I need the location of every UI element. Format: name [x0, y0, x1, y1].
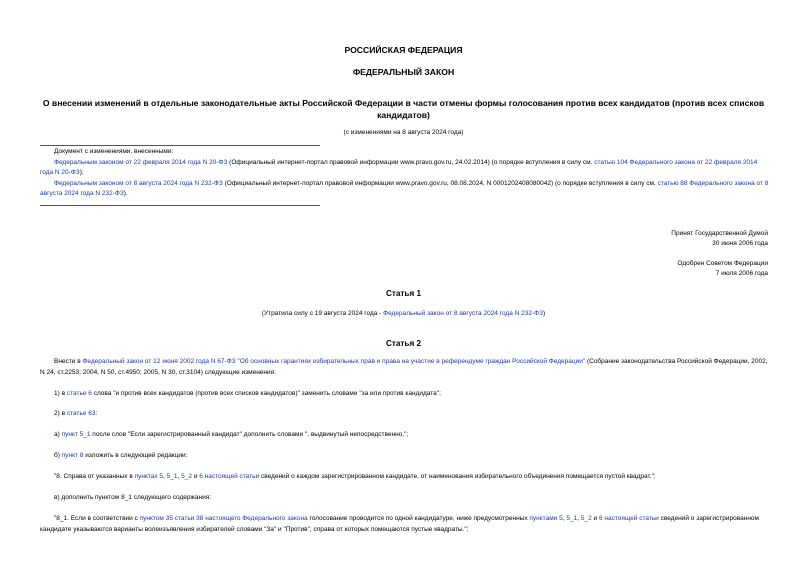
changes-block — [40, 147, 770, 200]
bottom-divider — [40, 205, 320, 206]
duma-line-1: Принят Государственной Думой — [671, 230, 768, 237]
q81-post: сведений о зарегистрированном кандидате указываются варианты волеизъявления избирателей словами "За" и "Против", справа от которых помещаются пустые квадраты."; — [40, 515, 760, 533]
item-2-pre: 2) в — [54, 410, 67, 417]
item-2 — [40, 409, 770, 420]
quote-clause-8 — [40, 472, 770, 483]
duma-line-2: 30 июня 2006 года — [712, 240, 768, 247]
intro-post: (Собрание законодательства Российской Федерации, 2002, N 24, ст.2253; 2004, N 50, ст.4950; 2005, N 30, ст.3104) следующие изменения: — [40, 358, 768, 376]
q8-link-6[interactable]: 6 настоящей статьи — [199, 473, 260, 480]
clause-5-1-link[interactable]: пункт 5_1 — [61, 431, 91, 438]
article-63-link[interactable]: статье 63 — [66, 410, 96, 417]
item-a-post: после слов "Если зарегистрированный кандидат" дополнить словами ", выдвинутый непосредственно,"; — [90, 431, 409, 438]
article-1-text-pre: (Утратила силу с 19 августа 2024 года - — [261, 310, 384, 317]
change-link-article-88[interactable]: статью 88 Федерального закона от 8 августа 2024 года N 232-ФЗ — [40, 179, 769, 197]
clause-8-link[interactable]: пункт 8 — [61, 452, 84, 459]
council-line-1: Одобрен Советом Федерации — [677, 260, 768, 267]
item-1-post: слова "и против всех кандидатов (против всех списков кандидатов)" заменить словами "за или против кандидата"; — [91, 390, 441, 397]
q8-post: сведений о каждом зарегистрированном кандидате, от наименования избирательного объединения помещается пустой квадрат."; — [259, 473, 656, 480]
q81-link-5-1[interactable]: 5_1 — [566, 515, 578, 522]
q81-pre: "8_1. Если в соответствии с — [54, 515, 140, 522]
q8-sep-2: , — [177, 473, 182, 480]
intro-pre: Внести в — [54, 358, 83, 365]
revision-note: (с изменениями на 8 августа 2024 года) — [343, 129, 464, 136]
q8-link-5[interactable]: пунктах 5 — [134, 473, 164, 480]
council-line-2: 7 июля 2006 года — [715, 270, 768, 277]
item-v — [40, 493, 770, 504]
change-item-1 — [40, 158, 770, 179]
document-title: О внесении изменений в отдельные законодательные акты Российской Федерации в части отмены формы голосования против всех кандидатов (против всех списков кандидатов) — [42, 98, 765, 120]
country-heading: РОССИЙСКАЯ ФЕДЕРАЦИЯ — [344, 45, 463, 55]
article-6-link[interactable]: статье 6 — [66, 390, 92, 397]
top-divider — [40, 145, 320, 146]
item-v-text: в) дополнить пунктом 8_1 следующего содержания: — [54, 494, 212, 501]
duma-adoption — [671, 229, 768, 249]
article-1-text-post: ) — [543, 310, 546, 317]
q8-link-5-1[interactable]: 5_1 — [166, 473, 178, 480]
law-type-heading: ФЕДЕРАЛЬНЫЙ ЗАКОН — [352, 67, 455, 77]
item-b-pre: б) — [54, 452, 62, 459]
change-item-2-text: (Официальный интернет-портал правовой информации www.pravo.gov.ru, 08.08.2024, N 0001202408080042) (о порядке вступления в силу см. — [222, 179, 658, 187]
change-item-1-end: ); — [79, 169, 84, 176]
item-b — [40, 451, 770, 462]
change-link-law-20fz[interactable]: Федеральным законом от 22 февраля 2014 года N 20-ФЗ — [54, 158, 228, 166]
article-2-heading: Статья 2 — [385, 339, 422, 348]
q8-sep-1: , — [163, 473, 167, 480]
item-a — [40, 430, 770, 441]
article-1-heading: Статья 1 — [385, 289, 422, 298]
q81-sep-3: и — [591, 515, 599, 522]
item-1 — [40, 389, 770, 400]
q81-link-5[interactable]: пунктами 5 — [529, 515, 563, 522]
change-item-2-end: ). — [123, 190, 128, 197]
q81-sep-2: , — [577, 515, 581, 522]
item-b-post: изложить в следующей редакции: — [83, 452, 188, 459]
change-item-2 — [40, 179, 770, 200]
change-item-1-text: (Официальный интернет-портал правовой информации www.pravo.gov.ru, 24.02.2014) (о порядке вступления в силу см. — [227, 158, 595, 166]
item-1-pre: 1) в — [54, 390, 67, 397]
q81-link-clause-35[interactable]: пунктом 35 статьи 38 настоящего Федерального закона — [139, 515, 308, 522]
quote-clause-8-1 — [40, 514, 770, 535]
q81-link-6[interactable]: 6 настоящей статьи — [598, 515, 659, 522]
article-2-intro — [40, 357, 770, 378]
change-link-law-232fz[interactable]: Федеральным законом от 8 августа 2024 года N 232-ФЗ — [54, 179, 223, 187]
q8-sep-3: и — [192, 473, 200, 480]
q81-sep-1: , — [562, 515, 567, 522]
q81-link-5-2[interactable]: 5_2 — [580, 515, 592, 522]
law-67fz-link[interactable]: Федеральный закон от 12 июня 2002 года N 67-ФЗ "Об основных гарантиях избирательных прав и права на участие в референдуме граждан Российской Федерации" — [82, 358, 586, 365]
q8-link-5-2[interactable]: 5_2 — [181, 473, 193, 480]
council-adoption — [677, 259, 768, 279]
q8-pre: "8. Справа от указанных в — [54, 473, 135, 480]
article-1-text — [0, 309, 807, 319]
changes-intro: Документ с изменениями, внесенными: — [54, 148, 174, 155]
article-1-link[interactable]: Федеральный закон от 8 августа 2024 года N 232-ФЗ — [383, 310, 544, 317]
item-a-pre: а) — [54, 431, 62, 438]
q81-mid: голосование проводится по одной кандидатуре, ниже предусмотренных — [307, 515, 530, 522]
item-2-post: : — [95, 410, 98, 417]
change-link-article-104[interactable]: статью 104 Федерального закона от 22 февраля 2014 года N 20-ФЗ — [40, 158, 758, 176]
